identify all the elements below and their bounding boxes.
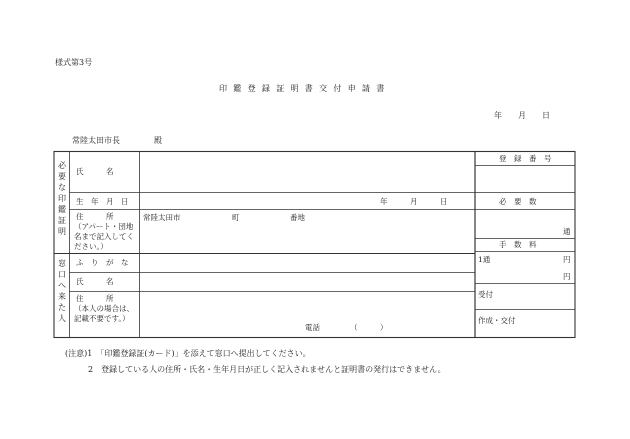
fee-yen-1: 円 <box>563 255 571 264</box>
applicant-dob-label: 生 年 月 日 <box>76 197 129 206</box>
required-count-unit: 通 <box>563 227 571 236</box>
reg-number-field[interactable] <box>476 166 574 192</box>
applicant-address-note: （アパート・団地名まで記入してください。） <box>74 222 134 251</box>
applicant-side-label: 必要な印鑑証明 <box>58 161 66 236</box>
fee-yen-2: 円 <box>563 272 571 281</box>
notes-block <box>65 346 446 378</box>
visitor-address-note: （本人の場合は、記載不要です。） <box>74 304 134 323</box>
fee-per-copy: 1通 <box>478 255 491 264</box>
form-title: 印鑑登録証明書交付申請書 <box>219 84 391 93</box>
addressee: 常陸太田市長 <box>72 136 120 145</box>
applicant-address-town: 町 <box>232 213 240 222</box>
visitor-furigana-label: ふ り が な <box>76 258 129 267</box>
visitor-phone-field[interactable]: （ ） <box>350 323 388 332</box>
note-1: (注意)1 「印鑑登録証(カード)」を添えて窓口へ提出してください。 <box>65 349 311 358</box>
visitor-name-field[interactable] <box>140 273 474 291</box>
applicant-name-field[interactable] <box>140 152 474 192</box>
received-label: 受付 <box>478 290 493 299</box>
applicant-name-label: 氏 名 <box>76 167 114 176</box>
form-number: 様式第3号 <box>55 58 93 67</box>
note-2: 2 登録している人の住所・氏名・生年月日が正しく記入されませんと証明書の発行はできません。 <box>88 365 446 374</box>
reg-number-label: 登 録 番 号 <box>499 154 552 163</box>
applicant-dob-field[interactable]: 年 月 日 <box>380 197 448 206</box>
created-issued-label: 作成・交付 <box>478 316 516 325</box>
applicant-address-banchi: 番地 <box>290 213 305 222</box>
addressee-honorific: 殿 <box>154 136 162 145</box>
applicant-address-label: 住 所 <box>76 212 114 221</box>
required-count-label: 必 要 数 <box>499 197 537 206</box>
visitor-address-label: 住 所 <box>76 294 114 303</box>
visitor-furigana-field[interactable] <box>140 254 474 272</box>
fee-label: 手 数 料 <box>499 240 537 249</box>
visitor-side-label: 窓口へ来た人 <box>58 259 66 323</box>
applicant-address-city: 常陸太田市 <box>143 213 181 222</box>
visitor-phone-label: 電話 <box>305 323 320 332</box>
application-date-line[interactable]: 年 月 日 <box>494 111 550 120</box>
visitor-name-label: 氏 名 <box>76 277 114 286</box>
